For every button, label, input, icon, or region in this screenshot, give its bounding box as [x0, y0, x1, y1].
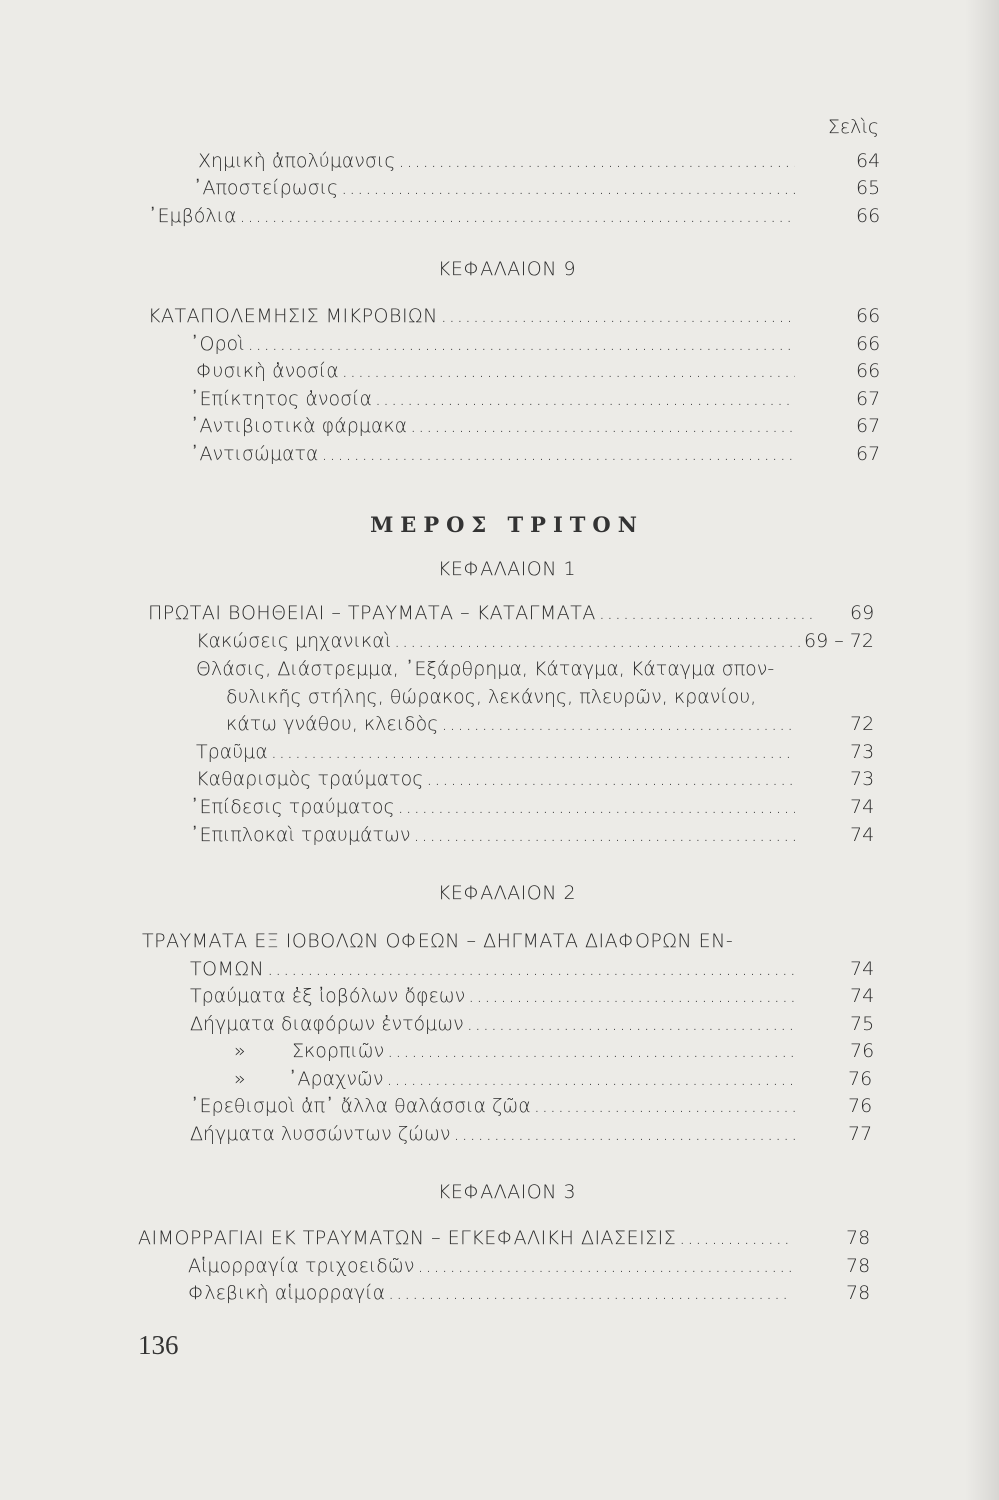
ditto-mark: »: [234, 1068, 246, 1090]
toc-entry: [198, 148, 795, 174]
page-column-header: Σελὶς: [827, 116, 879, 138]
entry-page: 78: [846, 1282, 871, 1304]
dot-leader: [454, 1121, 795, 1147]
entry-title: Καθαρισμὸς τραύματος: [196, 768, 424, 790]
entry-title: Δήγματα διαφόρων ἐντόμων: [190, 1013, 464, 1035]
page-number: 136: [138, 1330, 179, 1360]
entry-page: 76: [848, 1068, 873, 1090]
entry-page: 74: [850, 824, 875, 846]
chapter-heading: ΚΕΦΑΛΑΙΟΝ 2: [437, 882, 577, 904]
entry-title: Αἱμορραγία τριχοειδῶν: [188, 1255, 415, 1277]
entry-title-line: Θλάσις, Διάστρεμμα, ᾿Εξάρθρημα, Κάταγμα, Κάταγμα σπον-: [196, 658, 775, 680]
dot-leader: [342, 358, 795, 384]
dot-leader: [267, 956, 795, 982]
entry-page: 64: [856, 150, 881, 172]
toc-entry: [190, 331, 795, 357]
toc-entry: [193, 175, 795, 201]
entry-page: 69: [850, 602, 875, 624]
entry-page: 74: [850, 985, 875, 1007]
toc-entry: [190, 794, 795, 820]
entry-title: ᾿Εμβόλια: [148, 205, 237, 227]
entry-page: 66: [856, 305, 881, 327]
entry-page: 77: [848, 1123, 873, 1145]
entry-title: Τραῦμα: [196, 741, 268, 763]
dot-leader: [413, 822, 795, 848]
entry-title: ᾿Αντιβιοτικὰ φάρμακα: [190, 415, 408, 437]
dot-leader: [467, 1011, 795, 1037]
entry-page: 74: [850, 958, 875, 980]
toc-entry: [196, 766, 795, 792]
dot-leader: [386, 1066, 795, 1092]
entry-page: 66: [856, 333, 881, 355]
dot-leader: [426, 766, 795, 792]
toc-entry: [190, 983, 795, 1009]
dot-leader: [271, 739, 795, 765]
entry-title: Δήγματα λυσσώντων ζώων: [190, 1123, 451, 1145]
dot-leader: [375, 386, 795, 412]
entry-page: 66: [856, 205, 881, 227]
toc-entry: [196, 628, 801, 654]
entry-title: ΠΡΩΤΑΙ ΒΟΗΘΕΙΑΙ – ΤΡΑΥΜΑΤΑ – ΚΑΤΑΓΜΑΤΑ: [148, 602, 596, 624]
dot-leader: [394, 628, 801, 654]
toc-entry: [188, 1253, 791, 1279]
page-fold-shadow: [965, 0, 999, 1500]
toc-entry: [190, 386, 795, 412]
entry-title: ᾿Αντισώματα: [190, 443, 319, 465]
dot-leader: [248, 331, 795, 357]
dot-leader: [441, 711, 795, 737]
entry-page: 76: [848, 1095, 873, 1117]
entry-page: 65: [856, 177, 881, 199]
dot-leader: [679, 1225, 791, 1251]
chapter-heading: ΚΕΦΑΛΑΙΟΝ 1: [437, 558, 577, 580]
chapter-heading: ΚΕΦΑΛΑΙΟΝ 3: [437, 1181, 577, 1203]
dot-leader: [534, 1093, 795, 1119]
toc-entry: [292, 1038, 795, 1064]
entry-title: κάτω γνάθου, κλειδὸς: [226, 713, 439, 735]
dot-leader: [341, 175, 795, 201]
ditto-mark: »: [234, 1040, 246, 1062]
toc-entry: [226, 711, 795, 737]
toc-entry: [196, 358, 795, 384]
entry-title: Σκορπιῶν: [292, 1040, 385, 1062]
toc-entry: [190, 1121, 795, 1147]
entry-page: 69 – 72: [804, 630, 874, 652]
toc-entry: [288, 1066, 795, 1092]
toc-entry: [196, 739, 795, 765]
toc-entry: [190, 441, 795, 467]
entry-page: 76: [850, 1040, 875, 1062]
entry-page: 78: [846, 1227, 871, 1249]
entry-title-line: δυλικῆς στήλης, θώρακος, λεκάνης, πλευρῶν, κρανίου,: [226, 686, 757, 708]
entry-title: Κακώσεις μηχανικαὶ: [196, 630, 392, 652]
dot-leader: [441, 303, 795, 329]
entry-title: ᾿Αραχνῶν: [288, 1068, 384, 1090]
toc-entry: [148, 303, 795, 329]
toc-entry: [188, 1280, 791, 1306]
dot-leader: [468, 983, 795, 1009]
chapter-heading: ΚΕΦΑΛΑΙΟΝ 9: [437, 258, 577, 280]
dot-leader: [410, 413, 795, 439]
dot-leader: [599, 600, 815, 626]
entry-title-line: ΤΡΑΥΜΑΤΑ ΕΞ ΙΟΒΟΛΩΝ ΟΦΕΩΝ – ΔΗΓΜΑΤΑ ΔΙΑΦΟΡΩΝ ΕΝ-: [142, 930, 734, 952]
entry-page: 74: [850, 796, 875, 818]
entry-page: 75: [850, 1013, 875, 1035]
entry-title: ᾿Επίκτητος ἀνοσία: [190, 388, 373, 410]
toc-entry: [148, 600, 815, 626]
dot-leader: [239, 203, 795, 229]
entry-page: 67: [856, 443, 881, 465]
toc-entry: [190, 1093, 795, 1119]
dot-leader: [388, 1280, 791, 1306]
part-heading: ΜΕΡΟΣ ΤΡΙΤΟΝ: [370, 512, 644, 537]
entry-title: ΑΙΜΟΡΡΑΓΙΑΙ ΕΚ ΤΡΑΥΜΑΤΩΝ – ΕΓΚΕΦΑΛΙΚΗ ΔΙΑΣΕΙΣΙΣ: [138, 1227, 677, 1249]
dot-leader: [387, 1038, 795, 1064]
entry-title: ᾿Επίδεσις τραύματος: [190, 796, 395, 818]
toc-entry: [190, 413, 795, 439]
dot-leader: [398, 794, 795, 820]
entry-page: 67: [856, 415, 881, 437]
entry-page: 72: [850, 713, 875, 735]
toc-entry: [190, 1011, 795, 1037]
entry-title: ᾿Επιπλοκαὶ τραυμάτων: [190, 824, 411, 846]
entry-page: 73: [850, 768, 875, 790]
entry-title: ᾿Ερεθισμοὶ ἀπ᾿ ἄλλα θαλάσσια ζῶα: [190, 1095, 531, 1117]
dot-leader: [398, 148, 795, 174]
toc-entry: [190, 956, 795, 982]
entry-title: ᾿Ορoὶ: [190, 333, 245, 355]
entry-page: 66: [856, 360, 881, 382]
entry-title: Τραύματα ἐξ ἰοβόλων ὄφεων: [190, 985, 466, 1007]
entry-title: Χημικὴ ἀπολύμανσις: [198, 150, 396, 172]
dot-leader: [417, 1253, 791, 1279]
dot-leader: [321, 441, 795, 467]
entry-title: Φυσικὴ ἀνοσία: [196, 360, 339, 382]
entry-title: ΤΟΜΩΝ: [190, 958, 265, 980]
entry-title: Φλεβικὴ αἱμορραγία: [188, 1282, 386, 1304]
entry-page: 73: [850, 741, 875, 763]
entry-title: ᾿Αποστείρωσις: [193, 177, 339, 199]
entry-page: 78: [846, 1255, 871, 1277]
entry-page: 67: [856, 388, 881, 410]
toc-entry: [148, 203, 795, 229]
entry-title: ΚΑΤΑΠΟΛΕΜΗΣΙΣ ΜΙΚΡΟΒΙΩΝ: [148, 305, 438, 327]
toc-entry: [138, 1225, 791, 1251]
toc-entry: [190, 822, 795, 848]
